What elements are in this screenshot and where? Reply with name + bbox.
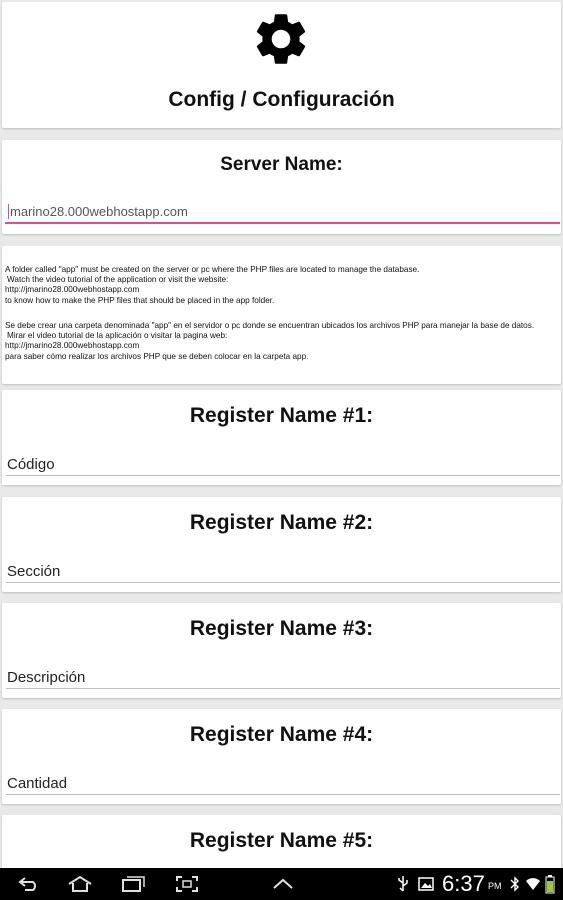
info-english: [5, 265, 558, 306]
gear-icon: [250, 8, 312, 70]
register-card-4: [2, 709, 561, 804]
back-icon: [17, 876, 41, 892]
bluetooth-status: [510, 868, 520, 900]
recent-apps-button[interactable]: [118, 872, 148, 896]
info-line: A folder called "app" must be created on the server or pc where the PHP files are located to manage the database.: [5, 265, 420, 274]
screenshot-button[interactable]: [172, 872, 202, 896]
info-link[interactable]: http://jmarino28.000webhostapp.com: [5, 341, 140, 351]
server-name-heading: Server Name:: [220, 154, 343, 175]
register-heading-3: Register Name #3:: [189, 617, 374, 640]
register-card-3: [2, 603, 561, 698]
menu-up-icon: [271, 877, 295, 891]
register-value-2: Sección: [7, 563, 61, 580]
register-heading-2: Register Name #2:: [189, 511, 374, 534]
wifi-status: [525, 868, 541, 900]
home-icon: [66, 875, 94, 893]
battery-icon: [545, 874, 555, 894]
clock: 6:37: [442, 871, 485, 896]
info-line: to know how to make the PHP files that should be placed in the app folder.: [5, 295, 275, 305]
register-value-1: Código: [7, 456, 55, 473]
usb-icon: [396, 875, 410, 893]
usb-status: [396, 868, 410, 900]
server-name-input[interactable]: [5, 196, 560, 224]
register-card-2: [2, 497, 561, 592]
info-line: Mirar el video tutorial de la aplicación o visitar la pagina web:: [7, 331, 228, 341]
register-input-3[interactable]: [6, 661, 560, 689]
info-spanish: [5, 321, 558, 362]
page-title: Config / Configuración: [168, 88, 395, 111]
image-icon: [418, 877, 434, 891]
wifi-icon: [525, 877, 541, 891]
bluetooth-icon: [510, 876, 520, 892]
back-button[interactable]: [14, 872, 44, 896]
register-heading-5: Register Name #5:: [189, 829, 374, 852]
header-card: [2, 2, 561, 128]
home-button[interactable]: [64, 872, 96, 896]
info-line: para saber cómo realizar los archivos PHP que se deben colocar en la carpeta app.: [5, 351, 309, 361]
image-status: [418, 868, 434, 900]
info-line: Watch the video tutorial of the application or visit the website:: [7, 275, 229, 285]
register-heading-4: Register Name #4:: [189, 723, 374, 746]
register-card-5: [2, 815, 561, 875]
register-input-4[interactable]: [6, 767, 560, 795]
server-name-value: marino28.000webhostapp.com: [10, 204, 188, 219]
register-input-1[interactable]: [6, 448, 560, 476]
battery-status: [545, 868, 555, 900]
screenshot-icon: [175, 875, 199, 893]
info-line: Se debe crear una carpeta denominada "app" en el servidor o pc donde se encuentran ubicados los archivos PHP para manejar la base de datos.: [5, 321, 535, 330]
server-card: [2, 140, 561, 234]
register-value-3: Descripción: [7, 669, 86, 686]
recent-apps-icon: [120, 875, 146, 893]
info-card: [2, 246, 561, 384]
clock-ampm: PM: [488, 881, 502, 891]
register-input-2[interactable]: [6, 555, 560, 583]
menu-up-button[interactable]: [268, 872, 298, 896]
text-cursor: [8, 204, 9, 219]
register-value-4: Cantidad: [7, 775, 68, 792]
info-link[interactable]: http://jmarino28.000webhostapp.com: [5, 285, 140, 295]
register-heading-1: Register Name #1:: [189, 404, 374, 427]
register-card-1: [2, 390, 561, 485]
navigation-bar: [0, 868, 563, 900]
